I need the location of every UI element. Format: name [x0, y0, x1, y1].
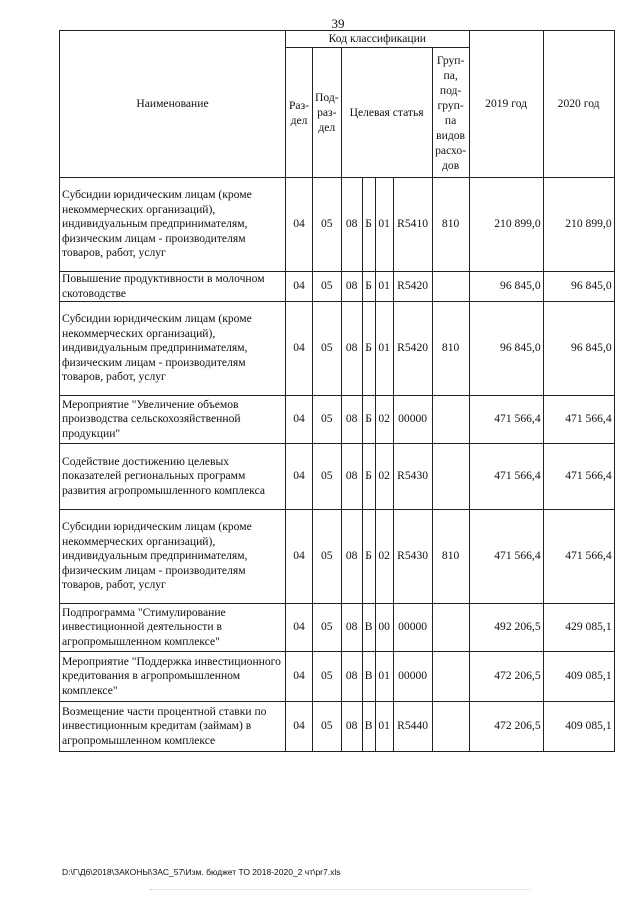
row-program: 08 — [341, 702, 362, 752]
row-subsection: 05 — [313, 272, 342, 302]
row-amount-2019: 96 845,0 — [469, 302, 543, 396]
table-row — [60, 510, 615, 604]
row-amount-2019: 96 845,0 — [469, 272, 543, 302]
row-program: 08 — [341, 604, 362, 652]
row-section: 04 — [286, 510, 313, 604]
table-row — [60, 272, 615, 302]
row-section: 04 — [286, 302, 313, 396]
row-expense-group: 810 — [432, 178, 469, 272]
row-amount-2020: 210 899,0 — [543, 178, 614, 272]
row-subsection: 05 — [313, 510, 342, 604]
row-program: 08 — [341, 396, 362, 444]
row-program: 08 — [341, 178, 362, 272]
row-expense-group — [432, 444, 469, 510]
row-subsection: 05 — [313, 302, 342, 396]
row-event: 00 — [375, 604, 393, 652]
page-number: 39 — [331, 16, 345, 31]
row-event: 02 — [375, 444, 393, 510]
row-program: 08 — [341, 444, 362, 510]
row-subprogram: Б — [362, 444, 375, 510]
row-program: 08 — [341, 272, 362, 302]
row-subprogram: Б — [362, 510, 375, 604]
row-amount-2020: 96 845,0 — [543, 272, 614, 302]
row-subsection: 05 — [313, 396, 342, 444]
table-row — [60, 652, 615, 702]
row-direction: R5420 — [393, 302, 432, 396]
row-amount-2019: 471 566,4 — [469, 444, 543, 510]
row-expense-group: 810 — [432, 302, 469, 396]
footer-faint-line — [150, 883, 530, 890]
row-section: 04 — [286, 652, 313, 702]
row-subsection: 05 — [313, 652, 342, 702]
row-section: 04 — [286, 178, 313, 272]
row-program: 08 — [341, 652, 362, 702]
row-expense-group — [432, 702, 469, 752]
table-row — [60, 444, 615, 510]
row-name: Возмещение части процентной ставки по инвестиционным кредитам (займам) в агропромышленном комплексе — [60, 702, 286, 752]
row-event: 01 — [375, 702, 393, 752]
budget-table — [59, 30, 615, 752]
row-subsection: 05 — [313, 178, 342, 272]
table-row — [60, 302, 615, 396]
row-direction: 00000 — [393, 604, 432, 652]
table-row — [60, 178, 615, 272]
table-body — [60, 178, 615, 752]
row-name: Повышение продуктивности в молочном скотоводстве — [60, 272, 286, 302]
row-section: 04 — [286, 702, 313, 752]
row-amount-2020: 471 566,4 — [543, 444, 614, 510]
row-direction: R5420 — [393, 272, 432, 302]
row-direction: 00000 — [393, 652, 432, 702]
footer-file-path: D:\Г\Д6\2018\ЗАКОНЫ\ЗАС_57\Изм. бюджет ТО 2018-2020_2 чт\pr7.xls — [62, 867, 341, 877]
row-section: 04 — [286, 444, 313, 510]
row-subprogram: Б — [362, 272, 375, 302]
row-subprogram: Б — [362, 178, 375, 272]
row-subprogram: Б — [362, 302, 375, 396]
row-amount-2019: 471 566,4 — [469, 396, 543, 444]
header-classification: Код классификации — [286, 31, 470, 48]
row-amount-2019: 472 206,5 — [469, 652, 543, 702]
row-direction: 00000 — [393, 396, 432, 444]
row-subsection: 05 — [313, 702, 342, 752]
row-event: 01 — [375, 272, 393, 302]
header-2020: 2020 год — [543, 31, 614, 178]
row-amount-2020: 409 085,1 — [543, 652, 614, 702]
header-name: Наименование — [60, 31, 286, 178]
row-name: Подпрограмма "Стимулирование инвестиционной деятельности в агропромышленном комплексе" — [60, 604, 286, 652]
row-amount-2020: 96 845,0 — [543, 302, 614, 396]
row-name: Субсидии юридическим лицам (кроме некоммерческих организаций), индивидуальным предпринимателям, физическим лицам - производителям товаров, работ, услуг — [60, 510, 286, 604]
row-amount-2020: 471 566,4 — [543, 396, 614, 444]
table-row — [60, 702, 615, 752]
row-subprogram: В — [362, 652, 375, 702]
row-direction: R5430 — [393, 510, 432, 604]
row-section: 04 — [286, 604, 313, 652]
row-expense-group — [432, 272, 469, 302]
row-event: 02 — [375, 396, 393, 444]
row-subprogram: В — [362, 604, 375, 652]
row-amount-2019: 492 206,5 — [469, 604, 543, 652]
row-name: Содействие достижению целевых показателей региональных программ развития агропромышленного комплекса — [60, 444, 286, 510]
header-subsection: Под-раз-дел — [313, 48, 342, 178]
row-amount-2020: 409 085,1 — [543, 702, 614, 752]
row-direction: R5440 — [393, 702, 432, 752]
row-direction: R5430 — [393, 444, 432, 510]
row-section: 04 — [286, 272, 313, 302]
row-expense-group — [432, 396, 469, 444]
header-section: Раз-дел — [286, 48, 313, 178]
row-expense-group — [432, 652, 469, 702]
row-amount-2020: 471 566,4 — [543, 510, 614, 604]
row-amount-2019: 472 206,5 — [469, 702, 543, 752]
row-name: Субсидии юридическим лицам (кроме некоммерческих организаций), индивидуальным предпринимателям, физическим лицам - производителям товаров, работ, услуг — [60, 178, 286, 272]
row-expense-group: 810 — [432, 510, 469, 604]
row-name: Мероприятие "Увеличение объемов производства сельскохозяйственной продукции" — [60, 396, 286, 444]
row-subsection: 05 — [313, 444, 342, 510]
row-subsection: 05 — [313, 604, 342, 652]
row-name: Субсидии юридическим лицам (кроме некоммерческих организаций), индивидуальным предпринимателям, физическим лицам - производителям товаров, работ, услуг — [60, 302, 286, 396]
table-row — [60, 604, 615, 652]
row-program: 08 — [341, 510, 362, 604]
row-direction: R5410 — [393, 178, 432, 272]
row-expense-group — [432, 604, 469, 652]
header-2019: 2019 год — [469, 31, 543, 178]
row-amount-2019: 471 566,4 — [469, 510, 543, 604]
table-row — [60, 396, 615, 444]
row-subprogram: В — [362, 702, 375, 752]
row-event: 01 — [375, 178, 393, 272]
header-expense-group: Груп-па, под-груп-па видов расхо-дов — [432, 48, 469, 178]
row-name: Мероприятие "Поддержка инвестиционного кредитования в агропромышленном комплексе" — [60, 652, 286, 702]
row-event: 01 — [375, 302, 393, 396]
header-target-article: Целевая статья — [341, 48, 432, 178]
row-amount-2019: 210 899,0 — [469, 178, 543, 272]
row-amount-2020: 429 085,1 — [543, 604, 614, 652]
row-event: 01 — [375, 652, 393, 702]
row-program: 08 — [341, 302, 362, 396]
row-event: 02 — [375, 510, 393, 604]
row-subprogram: Б — [362, 396, 375, 444]
row-section: 04 — [286, 396, 313, 444]
